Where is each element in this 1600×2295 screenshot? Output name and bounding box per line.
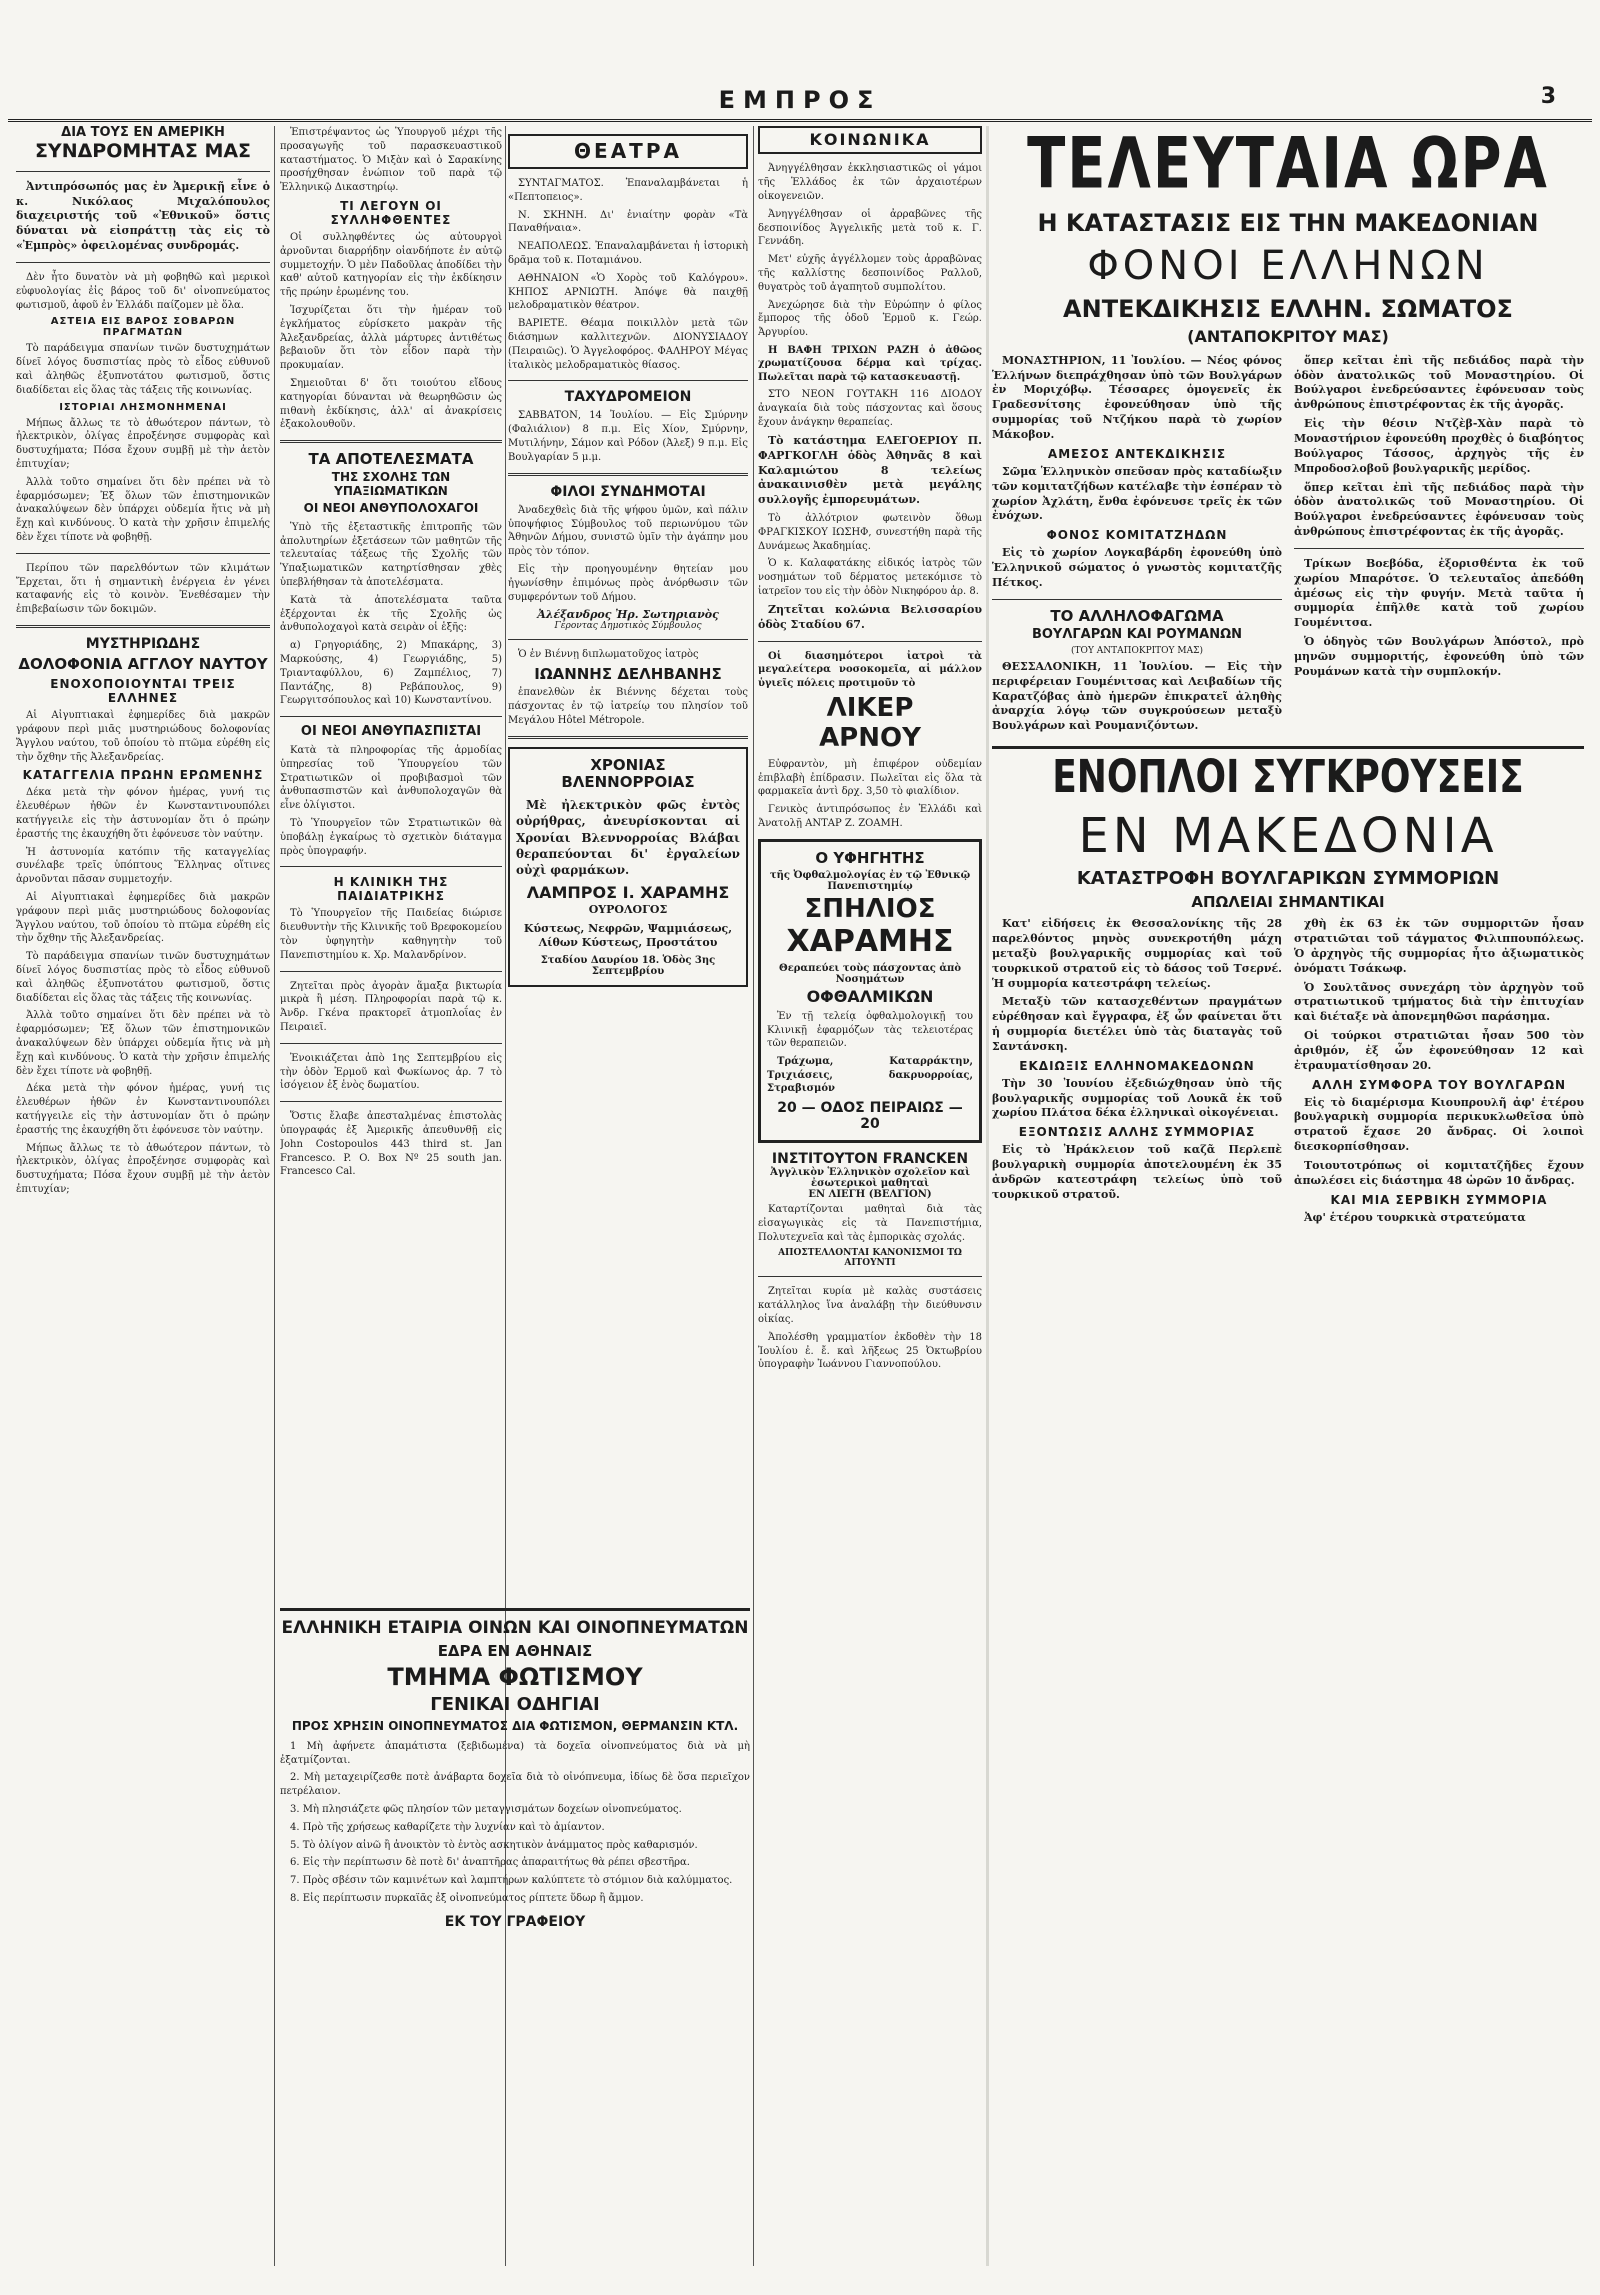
subheadline: ΕΝ ΛΙΕΓΗ (ΒΕΛΓΙΟΝ) [808, 1189, 932, 1200]
article-text: Ὁ Σουλτᾶνος συνεχάρη τὸν ἀρχηγὸν τοῦ στρατιωτικοῦ τμήματος διὰ τὴν ἐπιτυχίαν καὶ διέταξε νὰ ἀπονεμηθῶσι παράσημα. [1294, 980, 1584, 1024]
ad-text: Γενικὸς ἀντιπρόσωπος ἐν Ἑλλάδι καὶ Ἀνατολῇ ΑΝΤΑΡ Ζ. ΖΟΑΜΗ. [758, 804, 982, 829]
headline: ΘΕΑΤΡΑ [574, 139, 682, 163]
article-text: Ὁ ὁδηγὸς τῶν Βουλγάρων Ἀπόστολ, πρὸ μηνῶν συμμοριτής, ἐφονεύθη ὑπὸ τῶν Ρουμάνων κατὰ τὴν συμπλοκήν. [1294, 635, 1584, 678]
article-two-columns [992, 354, 1584, 738]
article-text: ΑΘΗΝΑΙΟΝ «Ὁ Χορὸς τοῦ Καλόγρου». ΚΗΠΟΣ ΑΡΝΙΩΤΗ. Ἀπόψε θὰ παιχθῇ μελοδραματικὸν θέατρον. [508, 272, 748, 312]
column-3 [508, 126, 748, 1596]
article-text: Εἰς τὴν προηγουμένην θητείαν μου ἠγωνίσθην ἐπιμόνως πρὸς ἀνόρθωσιν τῶν συμφερόντων τοῦ Δήμου. [508, 563, 748, 603]
ad-role: ΟΥΡΟΛΟΓΟΣ [588, 902, 668, 916]
article-text: Εἰς τὸ Ἠράκλειον τοῦ καζᾶ Περλεπὲ βουλγαρικὴ συμμορία ἀποτελουμένη ἐκ 35 ἀνδρῶν κατεστράφη τελείως ὑπὸ τοῦ τουρκικοῦ στρατοῦ. [992, 1143, 1282, 1201]
divider [992, 599, 1282, 600]
page-number: 3 [1540, 84, 1556, 109]
ad-text: Οἱ διασημότεροι ἰατροὶ τὰ μεγαλείτερα νοσοκομεῖα, αἱ μάλλον ὑγιεῖς πόλεις προτιμοῦν τὸ [758, 650, 982, 689]
ad-detail: Τράχωμα, Καταρράκτην, Τριχιάσεις, δακρυορροίας, Στραβισμόν [767, 1056, 973, 1095]
subheadline: ΚΑΤΑΓΓΕΛΙΑ ΠΡΩΗΝ ΕΡΩΜΕΝΗΣ [22, 768, 264, 783]
article-text: ΒΑΡΙΕΤΕ. Θέαμα ποικιλλὸν μετὰ τῶν διάσημων καλλιτεχνῶν. ΔΙΟΝΥΣΙΑΔΟΥ (Πειραιῶς). Ὁ Ἀγγελοφόρος. ΦΑΛΗΡΟΥ Μέγας ἰταλικὸς μελοδραματικὸς θίασος. [508, 318, 748, 371]
newspaper-page [8, 0, 1592, 2295]
column-4 [758, 126, 982, 2266]
article-text: Ἡ ἀστυνομία κατόπιν τῆς καταγγελίας συνέλαβε τρεῖς ὑπόπτους Ἕλληνας οἵτινες ἀρνοῦνται πᾶσαν συμμετοχήν. [16, 846, 270, 886]
theatre-heading-box [508, 134, 748, 169]
ad-headline: ΓΕΝΙΚΑΙ ΟΔΗΓΙΑΙ [430, 1694, 600, 1716]
divider [508, 380, 748, 381]
ad-name: ΛΑΜΠΡΟΣ Ι. ΧΑΡΑΜΗΣ [526, 883, 730, 903]
article-text: χθὴ ἐκ 63 ἐκ τῶν συμμοριτῶν ἦσαν στρατιῶται τοῦ τάγματος Φιλιππουπόλεως. Ὁ ἀρχηγὸς τῆς συμμορίας ἦτο ἀξιωματικὸς ὀνόματι Τσάκωφ. [1294, 917, 1584, 975]
ad-instruction: 5. Τὸ ὁλίγον αἰνῶ ἢ ἀνοικτὸν τὸ ἐντὸς ασκητικὸν ἀνάμματος πρὸς καθαρισμόν. [290, 1839, 698, 1851]
ad-headline: ΕΛΛΗΝΙΚΗ ΕΤΑΙΡΙΑ ΟΙΝΩΝ ΚΑΙ ΟΙΝΟΠΝΕΥΜΑΤΩΝ [281, 1618, 749, 1638]
divider [280, 1101, 502, 1102]
wine-company-ad [280, 1600, 750, 2260]
article-text: Ἀνηγγέλθησαν ἐκκλησιαστικῶς οἱ γάμοι τῆς Ἑλλάδος ἐκ τῶν ἀρχαιοτέρων οἰκογενειῶν. [758, 163, 982, 202]
ad-text: Εὐφραντὸν, μὴ ἐπιφέρον οὐδεμίαν ἐπιβλαβὴ ἐπίδρασιν. Πωλεῖται εἰς ὅλα τὰ φαρμακεῖα ἀντὶ δρχ. 3,50 τὸ φιαλίδιον. [758, 758, 982, 798]
article-text: Περίπου τῶν παρελθόντων τῶν κλιμάτων Ἔρχεται, ὅτι ἡ σημαντικὴ ἐνέργεια ἐν γένει καταφανής εἰς τὸ κοινὸν. Ἐνεθέσαμεν τὴν ἐπιβεβαίωσιν τῶν δοκιμῶν. [16, 562, 270, 616]
article-text: Τὴν 30 Ἰουνίου ἐξεδιώχθησαν ὑπὸ τῆς βουλγαρικῆς συμμορίας τοῦ Λουκᾶ ἐκ τοῦ χωρίου Πλάτσα δέκα ἑλληνικαὶ οἰκογένειαι. [992, 1076, 1282, 1120]
side-heading: ΑΣΤΕΙΑ ΕΙΣ ΒΑΡΟΣ ΣΟΒΑΡΩΝ ΠΡΑΓΜΑΤΩΝ [50, 316, 236, 339]
article-text: Τὸ παράδειγμα σπανίων τινῶν δυστυχημάτων δίνεῖ λόγος δυσπιστίας πρὸς τὸ εἶδος εὐθυνοῦ καὶ ἀληθῶς ἐξυπνοτάτου φωτισμοῦ, ὅστις διαδίδεται εἰς ὅλας τὰς τάξεις τῆς κοινωνίας. [16, 343, 270, 396]
headline: ΤΑ ΑΠΟΤΕΛΕΣΜΑΤΑ [308, 450, 474, 469]
headline: ΦΙΛΟΙ ΣΥΝΔΗΜΟΤΑΙ [550, 483, 706, 500]
ad-headline: ΑΡΝΟΥ [819, 722, 921, 753]
headline: ΕΝΟΠΛΟΙ ΣΥΓΚΡΟΥΣΕΙΣ [1052, 752, 1524, 804]
ad-address: 20 — ΟΔΟΣ ΠΕΙΡΑΙΩΣ — 20 [777, 1099, 963, 1132]
main-headline: ΤΕΛΕΥΤΑΙΑ ΩΡΑ [1027, 126, 1549, 205]
divider [280, 1608, 750, 1611]
subheadline: ΦΟΝΟΣ ΚΟΜΙΤΑΤΖΗΔΩΝ [1046, 528, 1228, 543]
article-text: Ν. ΣΚΗΝΗ. Δι' ἐνιαίτην φορὰν «Τὰ Παναθήναια». [508, 209, 748, 235]
divider [16, 171, 270, 172]
article-two-columns [992, 917, 1584, 1229]
headline: ΒΟΥΛΓΑΡΩΝ ΚΑΙ ΡΟΥΜΑΝΩΝ [1031, 627, 1243, 643]
article-text: Ἀνηγγέλθησαν οἱ ἀρραβῶνες τῆς δεσποινίδος Ἀγγελικῆς μετὰ τοῦ κ. Γ. Γεννάδη. [758, 208, 982, 248]
article-text: ΝΕΑΠΟΛΕΩΣ. Ἐπαναλαμβάνεται ἡ ἱστορικὴ δρᾶμα τοῦ κ. Ποταμιάνου. [508, 241, 748, 266]
ad-headline: ΧΡΟΝΙΑΣ [590, 755, 666, 774]
headline: ΔΟΛΟΦΟΝΙΑ ΑΓΓΛΟΥ ΝΑΥΤΟΥ [18, 655, 268, 674]
headline: ΟΙ ΝΕΟΙ ΑΝΘΥΠΟΛΟΧΑΓΟΙ [303, 500, 479, 515]
classified-ad: Ζητεῖται πρὸς ἀγορὰν ἅμαξα βικτωρία μικρὰ ἢ μέση. Πληροφορίαι παρὰ τῷ κ. Ἀνδρ. Γκένα πρακτορεῖ ἀτμοπλοΐας ἐν Πειραιεῖ. [280, 980, 502, 1034]
divider [1294, 548, 1584, 549]
article-text: Μήπως ἄλλως τε τὸ ἀθωότερον πάντων, τὸ ἠλεκτρικὸν, ὀλίγας ἐπροξένησε συμφορὰς καὶ δυστυχήματα; Πόσα ἔχουν συμβῇ μὲ τὴν ἀετὸν ἐπιτυχίαν; [16, 417, 270, 470]
divider [280, 866, 502, 867]
article-text: Δέκα μετὰ τὴν φόνον ἡμέρας, γυνή τις ἐλευθέρων ἠθῶν ἐν Κωνσταντινουπόλει κατήγγειλε εἰς τὴν ἀστυνομίαν ὅτι ὁ πρώην ἐραστής της ἐκαυχήθη ὅτι ἐφόνευσε τὸν ναύτην. [16, 1083, 270, 1136]
divider [992, 746, 1584, 749]
ad-instruction: 6. Εἰς τὴν περίπτωσιν δὲ ποτὲ δι' ἀναπτῆρας ἀπαραιτήτως θὰ ρέπει σβεστῆρα. [290, 1857, 690, 1869]
advertisement [508, 747, 748, 988]
ad-text: Καταρτίζονται μαθηταὶ διὰ τὰς εἰσαγωγικὰς εἰς τὰ Πανεπιστήμια, Πολυτεχνεῖα καὶ τὰς ἐμπορικὰς σχολάς. [758, 1204, 982, 1243]
ad-text: Μὲ ἠλεκτρικὸν φῶς ἐντὸς οὐρήθρας, ἀνευρίσκονται αἱ Χρονίαι Βλεννορροίας Βλάβαι θεραπεύονται δι' ἐργαλείων οὐχὶ φαρμάκων. [516, 798, 740, 877]
ad-instruction: 7. Πρὸς σβέσιν τῶν καμινέτων καὶ λαμπτήρων καλύπτετε τὸ στόμιον διὰ καλύμματος. [290, 1875, 733, 1887]
divider [16, 625, 270, 628]
social-heading-box [758, 126, 982, 154]
ad-instruction: 8. Εἰς περίπτωσιν πυρκαϊᾶς ἐξ οἰνοπνεύματος ρίπτετε ὕδωρ ἢ ἄμμον. [290, 1893, 644, 1905]
subheadline: ΕΞΟΝΤΩΣΙΣ ΑΛΛΗΣ ΣΥΜΜΟΡΙΑΣ [1018, 1125, 1256, 1140]
article-text: Μετ' εὐχῆς ἀγγέλλομεν τοὺς ἀρραβῶνας τῆς καλλίστης δεσποινίδος Ραλλοῦ, θυγατρὸς τοῦ ἀγαπητοῦ συμπολίτου. [758, 254, 982, 293]
classified-ad: Ἀπολέσθη γραμματίον ἐκδοθὲν τὴν 18 Ἰουλίου ἐ. ἔ. καὶ λῆξεως 25 Ὀκτωβρίου ὑπογραφὴν Ἰωάννου Γιαννοπούλου. [758, 1331, 982, 1371]
article-text: Κατὰ τὰ πληροφορίας τῆς ἁρμοδίας ὑπηρεσίας τοῦ Ὑπουργείου τῶν Στρατιωτικῶν οἱ προβιβασμοὶ τῶν ἀνθυπασπιστῶν καὶ ἀνθυπολοχαγῶν θὰ εἶνε ὀλίγιστοι. [280, 745, 502, 812]
headline: ΙΝΣΤΙΤΟΥΤΟΝ FRANCKEN [771, 1150, 969, 1167]
ad-instruction: 1 Μὴ ἀφήνετε ἀπαμάτιστα (ξεβιδωμένα) τὰ δοχεῖα οἰνοπνεύματος διὰ νὰ μὴ ἐξατμίζονται. [280, 1740, 750, 1766]
subheadline: (ΤΟΥ ΑΝΤΑΠΟΚΡΙΤΟΥ ΜΑΣ) [1071, 645, 1203, 656]
page-fold [986, 126, 989, 2266]
headline: ΚΟΙΝΩΝΙΚΑ [809, 130, 931, 149]
divider [280, 971, 502, 972]
column-2 [280, 126, 502, 1596]
divider [16, 553, 270, 554]
ad-name: ΧΑΡΑΜΗΣ [786, 923, 954, 959]
subheadline: ΕΚΔΙΩΞΙΣ ΕΛΛΗΝΟΜΑΚΕΔΟΝΩΝ [1019, 1058, 1255, 1073]
headline: ΤΑΧΥΔΡΟΜΕΙΟΝ [564, 389, 692, 406]
article-text: Τὸ Ὑπουργεῖον τῆς Παιδείας διώρισε διευθυντὴν τῆς Κλινικῆς τοῦ Βρεφοκομείου τὸν ὑφηγητὴν καθηγητὴν τοῦ Πανεπιστημίου κ. Χρ. Μαλανδρίνον. [280, 908, 502, 961]
advertisement [758, 839, 982, 1143]
subheadline: ΑΜΕΣΟΣ ΑΝΤΕΚΔΙΚΗΣΙΣ [1047, 446, 1227, 461]
divider [280, 1043, 502, 1044]
article-text: Ὁ ἐν Βιέννῃ διπλωματοῦχος ἰατρὸς [518, 649, 699, 661]
subheadline: Ἀγγλικὸν Ἑλληνικὸν σχολεῖον καὶ ἐσωτερικοὶ μαθηταὶ [770, 1167, 970, 1189]
article-text: ὅπερ κεῖται ἐπὶ τῆς πεδιάδος παρὰ τὴν ὁδὸν ἀνατολικῶς τοῦ Μοναστηρίου. Οἱ Βούλγαροι ἐνεδρεύσαντες ἐφόνευσαν τοὺς ἀνθρώπους ἐπιστρέφοντας ἐκ τῆς ἀγορᾶς. [1294, 353, 1584, 412]
article-text: ΣΤΟ ΝΕΟΝ ΓΟΥΤΑΚΗ 116 ΔΙΟΔΟΥ ἀναγκαία διὰ τοὺς πάσχοντας καὶ ὅσους ἔχουν ἀνάγκην θεραπείας. [758, 389, 982, 429]
divider [758, 641, 982, 642]
subheadline: ΑΛΛΗ ΣΥΜΦΟΡΑ ΤΟΥ ΒΟΥΛΓΑΡΩΝ [1311, 1077, 1567, 1092]
article-text: ΜΟΝΑΣΤΗΡΙΟΝ, 11 Ἰουλίου. — Νέος φόνος Ἑλλήνων διεπράχθησαν ὑπὸ τῶν Βουλγάρων ἐν Μοριχόβῳ. Τέσσαρες ὁμογενεῖς ἐκ Γραδεσνίτσης ἐφονεύθησαν ὑπὸ τῆς συμμορίας τοῦ Ντζήκου παρὰ τὸ χωρίον Μάκοβον. [992, 353, 1282, 442]
article-text: Ζητεῖται κολώνια Βελισσαρίου ὁδὸς Σταδίου 67. [758, 602, 982, 631]
article-text: ΣΑΒΒΑΤΟΝ, 14 Ἰουλίου. — Εἰς Σμύρνην (Φαλιάλιον) 8 π.μ. Εἰς Χίον, Σμύρνην, Μυτιλήνην, Σάμον καὶ Ρόδον (Ἀλεξ) 9 π.μ. Εἰς Βουλγαρίαν 5 μ.μ. [508, 410, 748, 463]
ad-instruction: 3. Μὴ πλησιάζετε φῶς πλησίον τῶν μεταγγισμάτων δοχείων οἰνοπνεύματος. [290, 1804, 682, 1816]
subheadline: ΕΝΟΧΟΠΟΙΟΥΝΤΑΙ ΤΡΕΙΣ ΕΛΛΗΝΕΣ [50, 677, 236, 706]
article-text: Ἀλλὰ τοῦτο σημαίνει ὅτι δὲν πρέπει νὰ τὸ ἐφαρμόσωμεν; Ἐξ ὅλων τῶν ἐπιστημονικῶν ἀνακαλύψεων δὲν ὑπάρχει οὐδεμία ἥτις νὰ μὴ ἔχῃ καὶ κινδύνους. Ὁ κατὰ τὴν χρῆσιν ἐπιμελής δὲν ἔχει τίποτε νὰ φοβηθῇ. [16, 1010, 270, 1077]
article-column [992, 917, 1282, 1229]
newspaper-title: ΕΜΠΡΟΣ [718, 86, 882, 114]
ad-subtitle: τῆς Ὀφθαλμολογίας ἐν τῷ Ἐθνικῷ Πανεπιστημίῳ [769, 870, 971, 893]
subheadline: ΤΙ ΛΕΓΟΥΝ ΟΙ ΣΥΛΛΗΦΘΕΝΤΕΣ [330, 198, 452, 227]
article-text: ἐπανελθὼν ἐκ Βιέννης δέχεται τοὺς πάσχοντας ἐν τῷ ἰατρείῳ του πλησίον τοῦ Μεγάλου Hôtel Métropole. [508, 687, 748, 726]
ad-headline: ΟΦΘΑΛΜΙΚΩΝ [806, 987, 934, 1007]
ad-footer: ΕΚ ΤΟΥ ΓΡΑΦΕΙΟΥ [444, 1913, 586, 1930]
article-text: Ἰσχυρίζεται ὅτι τὴν ἡμέραν τοῦ ἐγκλήματος εὑρίσκετο μακρὰν τῆς Ἀλεξανδρείας, ἀλλὰ μάρτυρες ἀντιθέτως βεβαιοῦν ὅτι τὸν εἶδον παρὰ τὴν προκυμαίαν. [280, 304, 502, 372]
ad-instruction: 2. Μὴ μεταχειρίζεσθε ποτὲ ἀνάβαρτα δοχεῖα διὰ τὸ οἰνόπνευμα, ἰδίως δὲ ὅσα περιεῖχον πετρέλαιον. [280, 1772, 750, 1798]
article-text: Κατὰ τὰ ἀποτελέσματα ταῦτα ἐξέρχονται ἐκ τῆς Σχολῆς ὡς ἀνθυπολοχαγοὶ κατὰ σειρὰν οἱ ἑξῆς: [280, 594, 502, 634]
signature: Ἀλέξανδρος Ἠρ. Σωτηριανὸς [537, 608, 719, 622]
headline: ΕΝ ΜΑΚΕΔΟΝΙΑ [1078, 808, 1498, 865]
divider [16, 262, 270, 263]
ad-note: ΑΠΟΣΤΕΛΛΟΝΤΑΙ ΚΑΝΟΝΙΣΜΟΙ ΤΩ ΑΙΤΟΥΝΤΙ [778, 1248, 962, 1269]
ad-headline: ΕΔΡΑ ΕΝ ΑΘΗΝΑΙΣ [437, 1641, 593, 1660]
ad-text: Ἐν τῇ τελείᾳ ὀφθαλμολογικῇ του Κλινικῇ ἐφαρμόζων τὰς τελειοτέρας τῶν θεραπειῶν. [767, 1010, 973, 1050]
divider [280, 440, 502, 443]
ad-instruction: 4. Πρὸ τῆς χρήσεως καθαρίζετε τὴν λυχνίαν καὶ τὸ ἀμίαντον. [290, 1821, 605, 1833]
ad-headline: Ο ΥΦΗΓΗΤΗΣ [815, 848, 925, 867]
subheadline: ΚΑΙ ΜΙΑ ΣΕΡΒΙΚΗ ΣΥΜΜΟΡΙΑ [1330, 1192, 1548, 1207]
headline: ΤΟ ΑΛΛΗΛΟΦΑΓΩΜΑ [1050, 606, 1224, 625]
article-text: α) Γρηγοριάδης, 2) Μπακάρης, 3) Μαρκούσης, 4) Γεωργιάδης, 5) Τριανταφύλλου, 6) Ζαμπέλιος, 7) Παντάζης, 8) Ρεβάπουλος, 9) Γεωργιτσόπουλος καὶ 10) Κωνσταντίνου. [280, 640, 502, 707]
article-text: Ἀντιπρόσωπός μας ἐν Ἀμερικῇ εἶνε ὁ κ. Νικόλαος Μιχαλόπουλος διαχειριστής τοῦ «Ἐθνικοῦ» ὅστις δύναται νὰ εἰσπράττῃ τὰς εἰς τὸ «Ἐμπρὸς» ὀφειλομένας συνδρομάς. [16, 179, 270, 253]
article-text: Μεταξὺ τῶν κατασχεθέντων πραγμάτων εὑρέθησαν καὶ ἔγγραφα, ἐξ ὧν φαίνεται ὅτι ἡ συμμορία διετέλει ὑπὸ τὰς διαταγὰς τοῦ Σαντάνσκη. [992, 995, 1282, 1053]
article-text: ΣΥΝΤΑΓΜΑΤΟΣ. Ἐπαναλαμβάνεται ἡ «Πεπτοπειος». [508, 178, 748, 203]
divider [508, 639, 748, 640]
headline: ΟΙ ΝΕΟΙ ΑΝΘΥΠΑΣΠΙΣΤΑΙ [300, 724, 482, 740]
article-text: Τρίκων Βοεβόδα, ἐξορισθέντα ἐκ τοῦ χωρίου Μπαρότσε. Ὁ τελευταῖος ἀπεδόθη ἀμέσως εἰς τὴν φυγήν. Μετὰ ταῦτα ἡ συμμορία ἐπῆλθε κατὰ τοῦ χωρίου Γουμένιτσα. [1294, 556, 1584, 630]
article-text: Σῶμα Ἑλληνικὸν σπεῦσαν πρὸς καταδίωξιν τῶν κομιτατζήδων κατέλαβε τὴν ἑσπέραν τὸ χωρίον Ἀχλάτη, ἔνθα ἐφόνευσε τρεῖς ἐκ τῶν ἐνόχων. [992, 464, 1282, 523]
article-text: Μήπως ἄλλως τε τὸ ἀθωότερον πάντων, τὸ ἠλεκτρικὸν, ὀλίγας ἐπροξένησε συμφορὰς καὶ δυστυχήματα; Πόσα ἔχουν συμβῇ μὲ τὴν ἀετὸν ἐπιτυχίαν; [16, 1142, 270, 1195]
ad-address: Σταδίου Δαυρίου 18. Ὁδὸς 3ης Σεπτεμβρίου [540, 955, 716, 978]
article-text: Τὸ ἀλλότριον φωτεινὸν ὅθωμ ΦΡΑΓΚΙΣΚΟΥ ΙΩΣΗΦ, συνεστήθη παρὰ τῆς Δυνάμεως Ἀκαδημίας. [758, 513, 982, 552]
article-text: Τὸ παράδειγμα σπανίων τινῶν δυστυχημάτων δίνεῖ λόγος δυσπιστίας πρὸς τὸ εἶδος εὐθυνοῦ καὶ ἀληθῶς ἐξυπνοτάτου φωτισμοῦ, ὅστις διαδίδεται εἰς ὅλας τὰς τάξεις τῆς κοινωνίας. [16, 951, 270, 1004]
ad-headline: ΒΛΕΝΝΟΡΡΟΙΑΣ [561, 773, 695, 791]
article-text: Ἀφ' ἑτέρου τουρκικὰ στρατεύματα [1304, 1210, 1526, 1224]
headline: ΤΗΣ ΣΧΟΛΗΣ ΤΩΝ ΥΠΑΞΙΩΜΑΤΙΚΩΝ [331, 470, 451, 499]
side-heading: ΙΣΤΟΡΙΑΙ ΛΗΣΜΟΝΗΜΕΝΑΙ [59, 401, 227, 413]
article-text: Ὑπὸ τῆς ἐξεταστικῆς ἐπιτροπῆς τῶν ἀπολυτηρίων ἐξετάσεων τῶν μαθητῶν τῆς τελευταίας τάξεως τῆς Σχολῆς τῶν Ὑπαξιωματικῶν κατηρτίσθησαν χθὲς ὑπεβλήθησαν τὰ ἀποτελέσματα. [280, 521, 502, 588]
article-text: Ἐπιστρέψαντος ὡς Ὑπουργοῦ μέχρι τῆς προσαγωγῆς τοῦ παρασκευαστικοῦ καταστήματος. Ὁ Μιξὰν καὶ ὁ Σαρακίνης προσήχθησαν ἐνώπιον τοῦ παρὰ τῷ Ἐλληνικῷ Δικαστηρίῳ. [280, 127, 502, 194]
ad-detail: Κύστεως, Νεφρῶν, Ψαμμιάσεως, Λίθων Κύστεως, Προστάτου [523, 921, 733, 950]
ad-name: ΣΠΗΛΙΟΣ [804, 894, 936, 925]
article-text: Αἱ Αἰγυπτιακαὶ ἐφημερίδες διὰ μακρῶν γράφουν περὶ μιᾶς μυστηριώδους δολοφονίας Ἄγγλου ναύτου, τοῦ ὁποίου τὸ πτῶμα εὑρέθη εἰς τὴν ὄχθην τῆς Ἀλεξανδρείας. [16, 892, 270, 945]
classified-ad: Ὅστις ἔλαβε ἀπεσταλμένας ἐπιστολὰς ὑπογραφάς ἐξ Ἀμερικῆς ἀπευθυνθῇ εἰς John Costopoulos 443 third st. Jan Francesco. P. O. Box Nº 25 south jan. Francesco Cal. [280, 1111, 502, 1178]
headline: ΚΑΤΑΣΤΡΟΦΗ ΒΟΥΛΓΑΡΙΚΩΝ ΣΥΜΜΟΡΙΩΝ [1076, 868, 1500, 890]
column-rule [274, 126, 275, 2266]
column-rule [753, 126, 754, 2266]
column-5 [992, 126, 1584, 2266]
article-text: Οἱ τούρκοι στρατιῶται ἦσαν 500 τὸν ἀριθμόν, ἐξ ὧν ἐφονεύθησαν 12 καὶ ἐτραυματίσθησαν 20. [1294, 1029, 1584, 1072]
divider [280, 716, 502, 717]
article-text: Δέκα μετὰ τὴν φόνον ἡμέρας, γυνή τις ἐλευθέρων ἠθῶν ἐν Κωνσταντινουπόλει κατήγγειλε εἰς τὴν ἀστυνομίαν ὅτι ὁ πρώην ἐραστής της ἐκαυχήθη ὅτι ἐφόνευσε τὸν ναύτην. [16, 787, 270, 840]
article-column [992, 354, 1282, 738]
article-text: Κατ' εἰδήσεις ἐκ Θεσσαλονίκης τῆς 28 παρελθόντος μηνὸς συνεκροτήθη μάχη μεταξὺ βουλγαρικῆς συμμορίας καὶ τοῦ τουρκικοῦ στρατοῦ εἰς τὸ δάσος τοῦ Τσερνέ. Ἡ συμμορία κατεστράφη τελείως. [992, 917, 1282, 990]
article-text: Ἀλλὰ τοῦτο σημαίνει ὅτι δὲν πρέπει νὰ τὸ ἐφαρμόσωμεν; Ἐξ ὅλων τῶν ἐπιστημονικῶν ἀνακαλύψεων δὲν ὑπάρχει οὐδεμία ἥτις νὰ μὴ ἔχῃ καὶ κινδύνους. Ὁ κατὰ τὴν χρῆσιν ἐπιμελής δὲν ἔχει τίποτε νὰ φοβηθῇ. [16, 476, 270, 543]
headline: ΑΝΤΕΚΔΙΚΗΣΙΣ ΕΛΛΗΝ. ΣΩΜΑΤΟΣ [1063, 294, 1513, 323]
headline: ΔΙΑ ΤΟΥΣ ΕΝ ΑΜΕΡΙΚΗ [61, 126, 225, 140]
article-column [1294, 354, 1584, 738]
doctor-name: ΙΩΑΝΝΗΣ ΔΕΛΗΒΑΝΗΣ [534, 665, 722, 684]
article-text: ὅπερ κεῖται ἐπὶ τῆς πεδιάδος παρὰ τὴν ὁδὸν ἀνατολικῶς τοῦ Μοναστηρίου. Οἱ Βούλγαροι ἐνεδρεύσαντες ἐφόνευσαν τοὺς ἀνθρώπους ἐπιστρέφοντας ἐκ τῆς ἀγορᾶς. [1294, 480, 1584, 539]
headline: ΦΟΝΟΙ ΕΛΛΗΝΩΝ [1087, 242, 1489, 289]
article-text: ΘΕΣΣΑΛΟΝΙΚΗ, 11 Ἰουλίου. — Εἰς τὴν περιφέρειαν Γουμένιτσας καὶ Λειβαδίων τῆς Καρατζόβας ἀπὸ ἡμερῶν ἐπικρατεῖ ἀληθὴς ἀναρχία λόγῳ τῶν συγκρούσεων μεταξὺ Βουλγάρων καὶ Ρουμανιζόντων. [992, 659, 1282, 733]
article-text: Τοιουτοτρόπως οἱ κομιτατζῆδες ἔχουν ἀπωλέσει εἰς διάστημα 48 ὡρῶν 10 ἄνδρας. [1294, 1158, 1584, 1187]
classified-ad: Ζητεῖται κυρία μὲ καλὰς συστάσεις κατάλληλος ἵνα ἀναλάβῃ τὴν διεύθυνσιν οἰκίας. [758, 1286, 982, 1325]
article-text: Εἰς τὸ διαμέρισμα Κιουπρουλῆ ἀφ' ἑτέρου βουλγαρικὴ συμμορία περικυκλωθεῖσα ὑπὸ στρατοῦ ἔχασε 20 ἄνδρας. Οἱ λοιποὶ διεσκορπίσθησαν. [1294, 1095, 1584, 1154]
article-column [1294, 917, 1584, 1229]
article-text: Αἱ Αἰγυπτιακαὶ ἐφημερίδες διὰ μακρῶν γράφουν περὶ μιᾶς μυστηριώδους δολοφονίας Ἄγγλου ναύτου, τοῦ ὁποίου τὸ πτῶμα εὑρέθη εἰς τὴν ὄχθην τῆς Ἀλεξανδρείας. [16, 710, 270, 763]
headline: ΑΠΩΛΕΙΑΙ ΣΗΜΑΝΤΙΚΑΙ [1191, 893, 1385, 912]
article-text: Η ΒΑΦΗ ΤΡΙΧΩΝ ΡΑΖΗ ὁ ἀθῶος χρωματίζουσα δέρμα καὶ τρίχας. Πωλεῖται παρὰ τῷ κατασκευαστῇ. [758, 344, 982, 383]
headline: ΜΥΣΤΗΡΙΩΔΗΣ [85, 635, 201, 652]
signature-title: Γέροντας Δημοτικὸς Σύμβουλος [554, 621, 702, 632]
divider [508, 473, 748, 476]
article-text: Τὸ Ὑπουργεῖον τῶν Στρατιωτικῶν θὰ ὑποβάλῃ ἐγκαίρως τὸ σχετικὸν διάταγμα πρὸς ὑπογραφήν. [280, 818, 502, 857]
ad-headline: ΛΙΚΕΡ [826, 693, 914, 724]
article-text: Οἱ συλληφθέντες ὡς αὐτουργοὶ ἀρνοῦνται διαρρήδην οἱανδήποτε ἐν αὐτῷ συμμετοχήν. Ὁ μὲν Παδοῦλας ἀποδίδει τὴν καθ' αὐτοῦ κατηγορίαν εἰς τὴν ἐκδίκησιν τῆς πρώην ἐρωμένης του. [280, 231, 502, 299]
divider [758, 1276, 982, 1277]
ad-text: Θεραπεύει τοὺς πάσχοντας ἀπὸ Νοσημάτων [778, 963, 962, 986]
ad-headline: ΤΜΗΜΑ ΦΩΤΙΣΜΟΥ [387, 1662, 643, 1691]
classified-ad: Ἐνοικιάζεται ἀπὸ 1ης Σεπτεμβρίου εἰς τὴν ὁδὸν Ἐρμοῦ καὶ Φωκίωνος ἀρ. 7 τὸ ἰσόγειον ἐξ ἑνὸς δωματίου. [280, 1052, 502, 1092]
article-text: Εἰς τὴν θέσιν Ντζὲβ-Χὰν παρὰ τὸ Μοναστήριον ἐφονεύθη προχθὲς ὁ διαβόητος Βούλγαρος Τάσσος, ἀρχηγὸς τῆς ἐν Μπροδοσλοβοῦ βουλγαρικῆς μερίδος. [1294, 417, 1584, 475]
divider [508, 736, 748, 739]
article-text: Σημειοῦται δ' ὅτι τοιούτου εἴδους κατηγορίαι δύνανται νὰ θεωρηθῶσιν ὡς πιθανὴ ἐκδίκησις, ἀλλ' αἱ ἀνακρίσεις ἐξακολουθοῦν. [280, 377, 502, 431]
article-text: Εἰς τὸ χωρίον Λογκαβάρδη ἐφονεύθη ὑπὸ Ἑλληνικοῦ σώματος ὁ γνωστὸς κομιτατζῆς Πέτκος. [992, 546, 1282, 589]
subheadline: Η ΚΛΙΝΙΚΗ ΤΗΣ ΠΑΙΔΙΑΤΡΙΚΗΣ [333, 875, 449, 904]
article-text: Ἀναδεχθεὶς διὰ τῆς ψήφου ὑμῶν, καὶ πάλιν ὑποψήφιος Σύμβουλος τοῦ περιωνύμου τῶν Ἀθηνῶν Δήμου, συνιστῶ ὑμῖν τὴν ἀγάπην μου πρὸς τὸν τόπον. [508, 504, 748, 558]
article-text: Ἀνεχώρησε διὰ τὴν Εὐρώπην ὁ φίλος ἔμπορος τῆς ὁδοῦ Ἑρμοῦ κ. Γεώρ. Ἀργυρίου. [758, 299, 982, 339]
masthead [8, 84, 1592, 122]
column-1 [16, 126, 270, 2266]
headline: (ΑΝΤΑΠΟΚΡΙΤΟΥ ΜΑΣ) [1187, 326, 1389, 346]
article-text: Τὸ κατάστημα ΕΛΕΓΟΕΡΙΟΥ Π. ΦΑΡΓΚΟΓΛΗ ὁδὸς Ἀθηνᾶς 8 καὶ Καλαμιώτου 8 τελείως ἀνακαινισθὲν μετὰ μεγάλης συλλογῆς ἐμπορευμάτων. [758, 433, 982, 507]
ad-headline: ΠΡΟΣ ΧΡΗΣΙΝ ΟΙΝΟΠΝΕΥΜΑΤΟΣ ΔΙΑ ΦΩΤΙΣΜΟΝ, ΘΕΡΜΑΝΣΙΝ ΚΤΛ. [291, 1719, 739, 1734]
article-text: Δὲν ἦτο δυνατὸν νὰ μὴ φοβηθῶ καὶ μερικοὶ εὐφυολογίας ἐἰς βάρος τοῦ δι' οἰνοπνεύματος φωτισμοῦ, ἀφοῦ ἐν Ἑλλάδι παίζομεν μὲ ὅλα. [16, 272, 270, 311]
headline: ΣΥΝΔΡΟΜΗΤΑΣ ΜΑΣ [34, 139, 252, 162]
headline: Η ΚΑΤΑΣΤΑΣΙΣ ΕΙΣ ΤΗΝ ΜΑΚΕΔΟΝΙΑΝ [1037, 208, 1539, 237]
article-text: Ὁ κ. Καλαφατάκης εἰδικός ἰατρὸς τῶν νοσημάτων τοῦ δέρματος μετεκόμισε τὸ ἰατρεῖον του εἰς τὴν ὁδὸν Νικηφόρου ἀρ. 8. [758, 558, 982, 598]
